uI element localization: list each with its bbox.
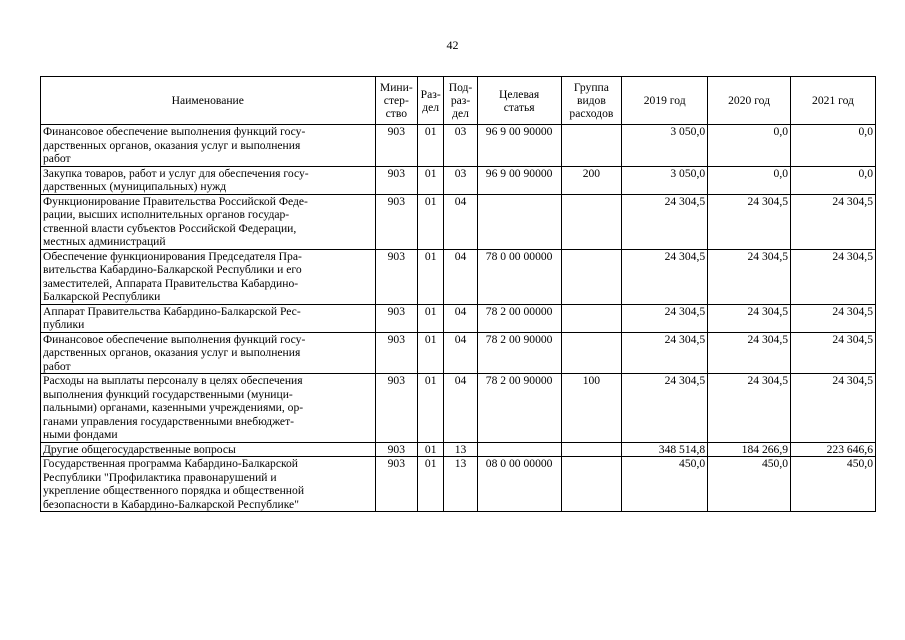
header-expense-group: Группа видов расходов bbox=[561, 77, 622, 125]
cell-group bbox=[561, 457, 622, 512]
cell-section: 01 bbox=[418, 249, 444, 304]
cell-target: 08 0 00 00000 bbox=[477, 457, 561, 512]
header-subsection: Под- раз- дел bbox=[444, 77, 477, 125]
cell-section: 01 bbox=[418, 457, 444, 512]
cell-ministry: 903 bbox=[375, 332, 417, 374]
cell-y2021: 0,0 bbox=[791, 125, 876, 167]
table-row bbox=[41, 194, 876, 249]
cell-name: Расходы на выплаты персоналу в целях обеспечения выполнения функций государственными (муници- пальными) органами, казенными учреждениями, ор- ганами управления государственными внебюджет- ными фондами bbox=[41, 374, 376, 443]
cell-y2019: 24 304,5 bbox=[622, 304, 708, 332]
cell-group bbox=[561, 249, 622, 304]
cell-group: 100 bbox=[561, 374, 622, 443]
cell-y2021: 24 304,5 bbox=[791, 332, 876, 374]
cell-y2021: 24 304,5 bbox=[791, 194, 876, 249]
cell-ministry: 903 bbox=[375, 304, 417, 332]
cell-section: 01 bbox=[418, 374, 444, 443]
cell-section: 01 bbox=[418, 332, 444, 374]
cell-y2021: 24 304,5 bbox=[791, 374, 876, 443]
cell-y2019: 3 050,0 bbox=[622, 166, 708, 194]
cell-y2020: 24 304,5 bbox=[708, 374, 791, 443]
cell-name: Аппарат Правительства Кабардино-Балкарской Рес- публики bbox=[41, 304, 376, 332]
cell-target: 96 9 00 90000 bbox=[477, 166, 561, 194]
header-2021: 2021 год bbox=[791, 77, 876, 125]
cell-y2020: 184 266,9 bbox=[708, 442, 791, 457]
cell-target bbox=[477, 194, 561, 249]
cell-y2019: 24 304,5 bbox=[622, 374, 708, 443]
cell-y2021: 24 304,5 bbox=[791, 249, 876, 304]
cell-y2020: 24 304,5 bbox=[708, 304, 791, 332]
cell-subsection: 04 bbox=[444, 249, 477, 304]
cell-y2020: 24 304,5 bbox=[708, 332, 791, 374]
cell-y2020: 24 304,5 bbox=[708, 249, 791, 304]
cell-subsection: 03 bbox=[444, 166, 477, 194]
table-row bbox=[41, 332, 876, 374]
header-2020: 2020 год bbox=[708, 77, 791, 125]
header-section: Раз- дел bbox=[418, 77, 444, 125]
cell-name: Обеспечение функционирования Председателя Пра- вительства Кабардино-Балкарской Республики и его заместителей, Аппарата Правительства Кабардино- Балкарской Республики bbox=[41, 249, 376, 304]
cell-section: 01 bbox=[418, 442, 444, 457]
cell-section: 01 bbox=[418, 194, 444, 249]
cell-y2021: 450,0 bbox=[791, 457, 876, 512]
cell-group: 200 bbox=[561, 166, 622, 194]
table-row bbox=[41, 166, 876, 194]
cell-y2020: 450,0 bbox=[708, 457, 791, 512]
cell-target: 78 0 00 00000 bbox=[477, 249, 561, 304]
cell-group bbox=[561, 442, 622, 457]
table-row bbox=[41, 304, 876, 332]
cell-name: Финансовое обеспечение выполнения функций госу- дарственных органов, оказания услуг и выполнения работ bbox=[41, 125, 376, 167]
cell-ministry: 903 bbox=[375, 125, 417, 167]
table-row bbox=[41, 442, 876, 457]
cell-subsection: 04 bbox=[444, 332, 477, 374]
table-header-row bbox=[41, 77, 876, 125]
header-name: Наименование bbox=[41, 77, 376, 125]
cell-ministry: 903 bbox=[375, 249, 417, 304]
cell-section: 01 bbox=[418, 125, 444, 167]
cell-group bbox=[561, 125, 622, 167]
cell-group bbox=[561, 304, 622, 332]
header-target-article: Целевая статья bbox=[477, 77, 561, 125]
cell-target bbox=[477, 442, 561, 457]
cell-name: Государственная программа Кабардино-Балкарской Республики "Профилактика правонарушений и укрепление общественного порядка и общественной безопасности в Кабардино-Балкарской Республике" bbox=[41, 457, 376, 512]
cell-target: 96 9 00 90000 bbox=[477, 125, 561, 167]
cell-y2019: 24 304,5 bbox=[622, 249, 708, 304]
cell-y2021: 223 646,6 bbox=[791, 442, 876, 457]
page-number: 42 bbox=[446, 38, 459, 52]
cell-subsection: 04 bbox=[444, 194, 477, 249]
header-2019: 2019 год bbox=[622, 77, 708, 125]
cell-subsection: 04 bbox=[444, 374, 477, 443]
cell-name: Другие общегосударственные вопросы bbox=[41, 442, 376, 457]
cell-group bbox=[561, 194, 622, 249]
cell-ministry: 903 bbox=[375, 457, 417, 512]
cell-y2021: 0,0 bbox=[791, 166, 876, 194]
cell-subsection: 13 bbox=[444, 442, 477, 457]
cell-group bbox=[561, 332, 622, 374]
table-row bbox=[41, 125, 876, 167]
cell-subsection: 13 bbox=[444, 457, 477, 512]
cell-ministry: 903 bbox=[375, 166, 417, 194]
budget-table bbox=[40, 76, 876, 512]
cell-name: Финансовое обеспечение выполнения функций госу- дарственных органов, оказания услуг и выполнения работ bbox=[41, 332, 376, 374]
cell-section: 01 bbox=[418, 166, 444, 194]
cell-name: Функционирование Правительства Российской Феде- рации, высших исполнительных органов государ- ственной власти субъектов Российской Федерации, местных администраций bbox=[41, 194, 376, 249]
header-ministry: Мини- стер- ство bbox=[375, 77, 417, 125]
cell-y2019: 348 514,8 bbox=[622, 442, 708, 457]
cell-name: Закупка товаров, работ и услуг для обеспечения госу- дарственных (муниципальных) нужд bbox=[41, 166, 376, 194]
table-row bbox=[41, 457, 876, 512]
cell-y2020: 0,0 bbox=[708, 125, 791, 167]
cell-y2020: 0,0 bbox=[708, 166, 791, 194]
cell-y2019: 3 050,0 bbox=[622, 125, 708, 167]
cell-target: 78 2 00 90000 bbox=[477, 332, 561, 374]
cell-y2019: 450,0 bbox=[622, 457, 708, 512]
cell-target: 78 2 00 00000 bbox=[477, 304, 561, 332]
cell-subsection: 03 bbox=[444, 125, 477, 167]
cell-ministry: 903 bbox=[375, 442, 417, 457]
cell-y2020: 24 304,5 bbox=[708, 194, 791, 249]
cell-y2019: 24 304,5 bbox=[622, 332, 708, 374]
cell-y2021: 24 304,5 bbox=[791, 304, 876, 332]
cell-ministry: 903 bbox=[375, 374, 417, 443]
cell-section: 01 bbox=[418, 304, 444, 332]
cell-target: 78 2 00 90000 bbox=[477, 374, 561, 443]
cell-ministry: 903 bbox=[375, 194, 417, 249]
table-row bbox=[41, 374, 876, 443]
cell-y2019: 24 304,5 bbox=[622, 194, 708, 249]
table-row bbox=[41, 249, 876, 304]
cell-subsection: 04 bbox=[444, 304, 477, 332]
